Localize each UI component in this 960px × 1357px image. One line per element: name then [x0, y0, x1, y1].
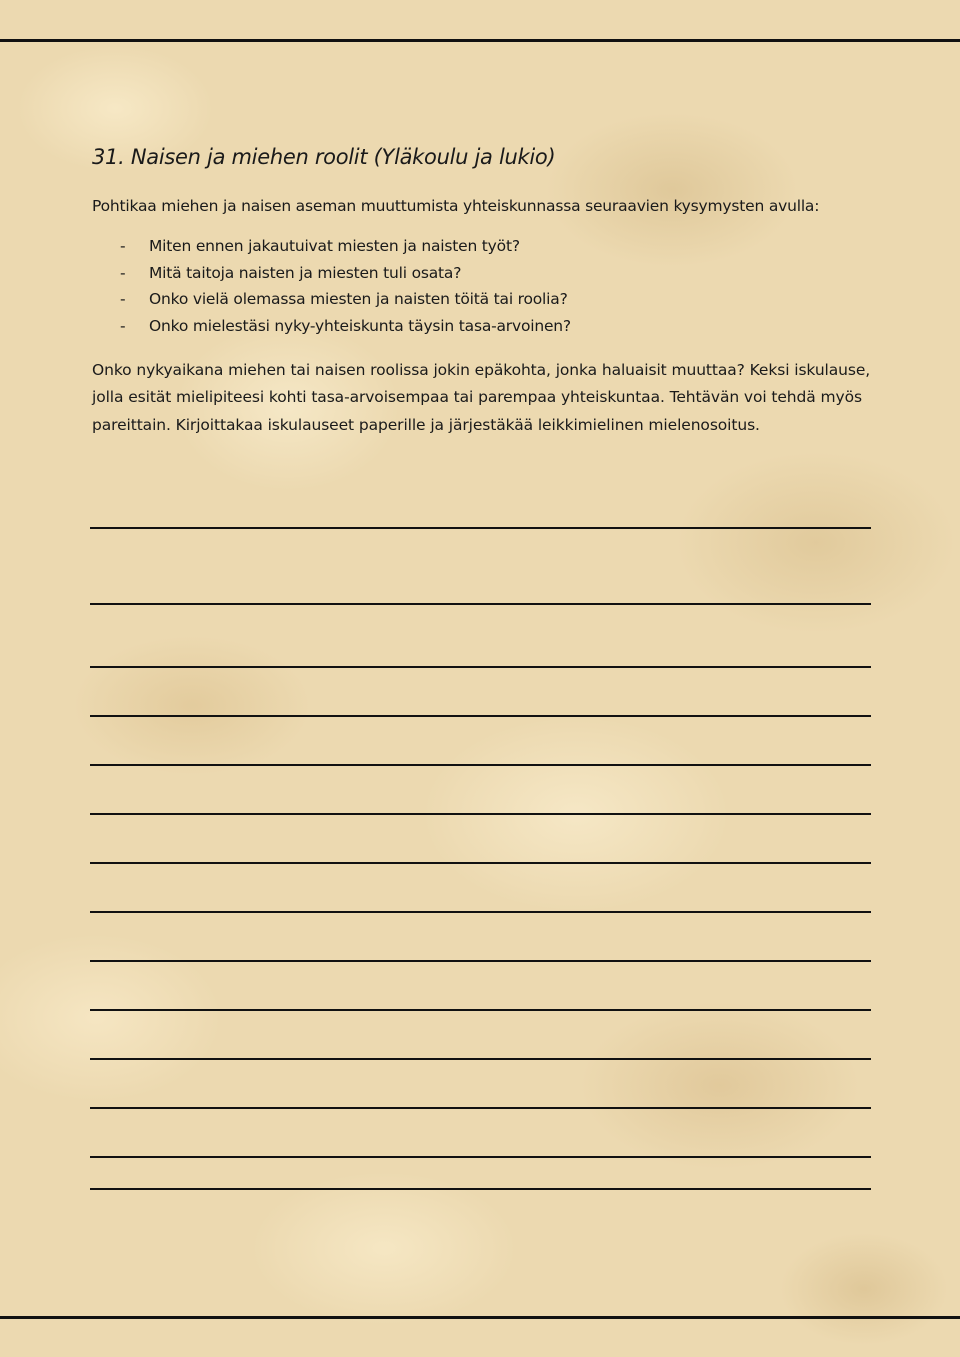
dash-marker: -	[120, 237, 126, 255]
writing-line	[90, 911, 871, 913]
worksheet-title: 31. Naisen ja miehen roolit (Yläkoulu ja lukio)	[92, 145, 556, 169]
dash-marker: -	[120, 316, 126, 335]
writing-line	[90, 666, 871, 668]
writing-line	[90, 1058, 871, 1060]
question-text: Mitä taitoja naisten ja miesten tuli osata?	[149, 263, 462, 282]
dash-marker: -	[120, 290, 126, 308]
writing-line	[90, 1009, 871, 1011]
writing-line	[90, 1188, 871, 1190]
writing-lines-area	[90, 0, 871, 1357]
writing-line	[90, 813, 871, 815]
writing-line	[90, 603, 871, 605]
writing-line	[90, 764, 871, 766]
writing-line	[90, 715, 871, 717]
writing-line	[90, 960, 871, 962]
question-text: Onko mielestäsi nyky-yhteiskunta täysin tasa-arvoinen?	[149, 316, 571, 335]
writing-line	[90, 527, 871, 529]
question-text: Onko vielä olemassa miesten ja naisten töitä tai roolia?	[149, 290, 568, 308]
task-instructions: Onko nykyaikana miehen tai naisen roolissa jokin epäkohta, jonka haluaisit muuttaa? Keksi iskulause, jolla esität mielipiteesi kohti tasa-arvoisempaa tai parempaa yhteiskuntaa. Tehtävän voi tehdä myös pareittain. Kirjoittakaa iskulauseet paperille ja järjestäkää leikkimielinen mielenosoitus.	[92, 361, 871, 434]
writing-line	[90, 862, 871, 864]
question-text: Miten ennen jakautuivat miesten ja naisten työt?	[149, 237, 520, 255]
intro-text: Pohtikaa miehen ja naisen aseman muuttumista yhteiskunnassa seuraavien kysymysten avulla:	[92, 197, 820, 215]
bottom-border-rule	[0, 1316, 960, 1319]
dash-marker: -	[120, 263, 126, 282]
writing-line	[90, 1156, 871, 1158]
writing-line	[90, 1107, 871, 1109]
